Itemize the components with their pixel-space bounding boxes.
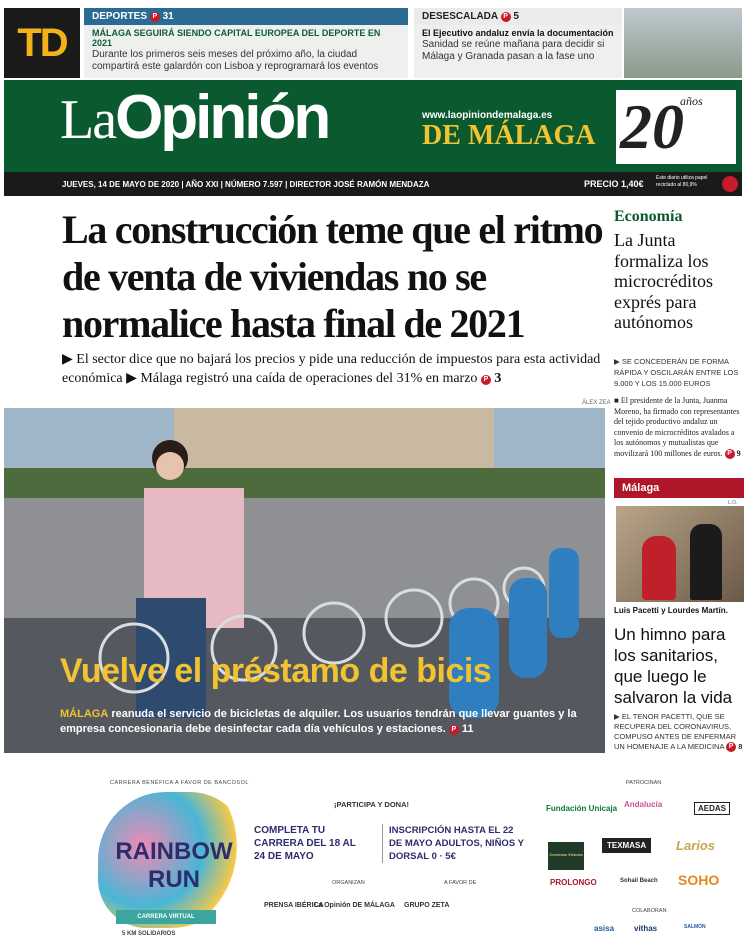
info-bar <box>4 172 742 196</box>
page-icon: P <box>725 449 735 459</box>
teaser-desescalada[interactable]: DESESCALADA P 5 El Ejecutivo andaluz envía la documentación Sanidad se reúne mañana para decidir si Málaga y Granada pasan a la fase uno <box>414 8 622 78</box>
website-url[interactable]: www.laopiniondemalaga.es <box>422 110 553 121</box>
organizer-logo: GRUPO ZETA <box>404 902 450 909</box>
main-headline[interactable]: La construcción teme que el ritmo de venta de viviendas no se normalice hasta final de 2021 <box>62 207 603 346</box>
page-icon: P <box>449 725 459 735</box>
photo-caption: MÁLAGA reanuda el servicio de bicicletas de alquiler. Los usuarios tendrán que llevar guantes y la empresa concesionaria debe desinfectar cada día vehículos y estaciones. P 11 <box>60 708 577 735</box>
singers-photo[interactable] <box>616 506 744 602</box>
economia-section-label: Economía <box>614 208 683 225</box>
recycle-icon <box>722 176 738 192</box>
singer-figure-1 <box>642 536 676 600</box>
bike-photo-illustration <box>4 408 605 753</box>
anniversary-badge: 20 años <box>616 90 736 164</box>
teaser-text: Sanidad se reúne mañana para decidir si Málaga y Granada pasan a la fase uno <box>422 39 605 62</box>
sponsor-logo: Larios <box>676 838 716 853</box>
teaser-deportes[interactable]: DEPORTES P 31 MÁLAGA SEGUIRÁ SIENDO CAPITAL EUROPEA DEL DEPORTE EN 2021 Durante los primeros seis meses del próximo año, la ciudad compartirá este galardón con Lisboa y reprogramará los eventos <box>84 8 408 78</box>
sponsor-logo: vithas <box>634 924 658 933</box>
ad-organizan-label: ORGANIZAN <box>332 880 365 886</box>
malaga-section-label: Málaga <box>614 478 744 498</box>
ad-event-name: RAINBOW RUN <box>115 838 233 893</box>
ad-inscription: INSCRIPCIÓN HASTA EL 22 DE MAYO ADULTOS, NIÑOS Y DORSAL 0 · 5€ <box>382 824 527 863</box>
ad-participa: ¡PARTICIPA Y DONA! <box>334 800 410 809</box>
ad-virtual-label: CARRERA VIRTUAL <box>116 910 216 924</box>
recycled-note: Este diario utiliza papel reciclado al 80,9% <box>656 175 708 188</box>
sponsor-logo: Andalucía <box>624 800 663 809</box>
newspaper-logo[interactable]: LaOpinión <box>60 83 329 152</box>
teaser-section: DESESCALADA <box>422 11 498 22</box>
teaser-title: MÁLAGA SEGUIRÁ SIENDO CAPITAL EUROPEA DEL DEPORTE EN 2021 <box>92 28 381 48</box>
economia-body: ■ El presidente de la Junta, Juanma Moreno, ha firmado con representantes del tejido productivo andaluz un convenio de microcréditos avalados a los autónomos y mutualistas que movilizará 100 millones de euros. P 9 <box>614 396 741 458</box>
ad-patrocinan-label: PATROCINAN <box>626 780 662 786</box>
ad-a-favor-label: A FAVOR DE <box>444 880 477 886</box>
malaga-photo-caption: Luis Pacetti y Lourdes Martín. <box>614 606 728 615</box>
organizer-logo: La Opinión DE MÁLAGA <box>314 902 395 909</box>
organizer-logo: PRENSA IBÉRICA <box>264 902 324 909</box>
page-icon: P <box>501 12 511 22</box>
singer-figure-2 <box>690 524 722 600</box>
ad-top-label: CARRERA BENÉFICA A FAVOR DE BANCOSOL <box>110 780 249 786</box>
date-line: JUEVES, 14 DE MAYO DE 2020 | AÑO XXI | NÚMERO 7.597 | DIRECTOR JOSÉ RAMÓN MENDAZA <box>62 180 430 189</box>
sponsor-logo: asisa <box>594 924 615 933</box>
teaser-title: El Ejecutivo andaluz envía la documentación <box>422 28 614 38</box>
sponsor-logo: AEDAS <box>694 802 730 815</box>
sponsor-logo: PROLONGO <box>550 878 597 887</box>
ad-km-label: 5 KM SOLIDARIOS <box>122 931 176 937</box>
teaser-section: DEPORTES <box>92 11 148 22</box>
page-icon: P <box>150 12 160 22</box>
rainbow-run-ad[interactable] <box>4 768 744 948</box>
ad-colaboran-label: COLABORAN <box>632 908 667 914</box>
price: PRECIO 1,40€ <box>584 179 644 189</box>
malaga-headline[interactable]: Un himno para los sanitarios, que luego le salvaron la vida <box>614 625 733 707</box>
photo-headline[interactable]: Vuelve el préstamo de bicis <box>60 652 492 690</box>
malaga-subheadline: ▶ EL TENOR PACETTI, QUE SE RECUPERA DEL CORONAVIRUS, COMPUSO ANTES DE ENFERMAR UN HOMENAJE A LA MEDICINA P 8 <box>614 712 743 751</box>
sponsor-logo: Sohail Beach <box>620 878 658 884</box>
main-subheadline: ▶ El sector dice que no bajará los precios y pide una reducción de impuestos para esta actividad económica ▶ Málaga registró una caída de operaciones del 31% en marzo P 3 <box>62 352 601 386</box>
economia-headline[interactable]: La Junta formaliza los microcréditos exprés para autónomos <box>614 230 713 332</box>
sponsor-logo: TEXMASA <box>602 838 651 853</box>
page-icon: P <box>726 742 736 752</box>
sponsor-logo: SOHO <box>678 872 720 888</box>
de-malaga-label: DE MÁLAGA <box>422 120 596 151</box>
malaga-photo-credit: L.O. <box>728 500 738 506</box>
teaser-photo[interactable] <box>624 8 742 78</box>
bike-photo[interactable] <box>4 408 605 753</box>
td-logo: TD <box>4 8 80 78</box>
sponsor-logo: SALMÓN <box>684 924 706 930</box>
photo-credit: ÁLEX ZEA <box>582 400 611 406</box>
sponsor-logo: Fundación Unicaja <box>546 804 618 813</box>
economia-subheadline: ▶ SE CONCEDERÁN DE FORMA RÁPIDA Y OSCILARÁN ENTRE LOS 9.000 Y LOS 15.000 EUROS <box>614 357 739 388</box>
teaser-text: Durante los primeros seis meses del próximo año, la ciudad compartirá este galardón con Lisboa y reprogramará los eventos <box>92 49 379 72</box>
page-icon: P <box>481 375 491 385</box>
ad-dates: COMPLETA TU CARRERA DEL 18 AL 24 DE MAYO <box>254 825 356 862</box>
sponsor-logo: Cervezas Victoria <box>548 842 584 870</box>
